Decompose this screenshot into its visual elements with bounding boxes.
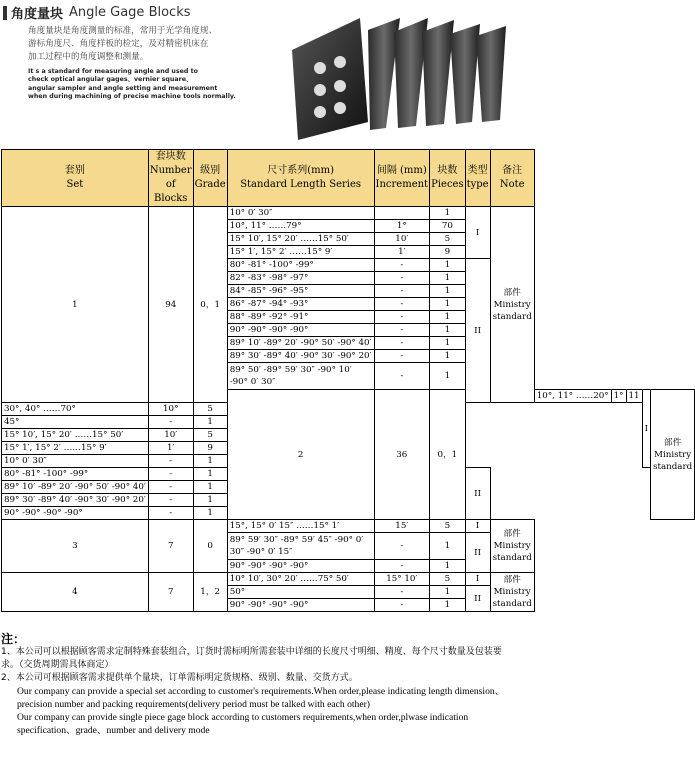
dim-cell: 10°, 11° ……79° xyxy=(227,220,374,233)
col-note: 备注 Note xyxy=(490,150,534,207)
inc-cell: - xyxy=(148,416,193,429)
type-cell: I xyxy=(465,207,490,259)
dim-cell: 88° -89° -92° -91° xyxy=(227,311,374,324)
title-cn: 角度量块 xyxy=(11,7,64,22)
set-cell: 2 xyxy=(227,390,374,520)
dim-cell: 80° -81° -100° -99° xyxy=(227,259,374,272)
dim-cell: 82° -83° -98° -97° xyxy=(227,272,374,285)
col-length-series: 尺寸系列(mm) Standard Length Series xyxy=(227,150,374,207)
pcs-cell: 5 xyxy=(193,429,227,442)
inc-cell xyxy=(374,207,430,220)
inc-cell: - xyxy=(148,494,193,507)
note-cell: 部件 Ministry standard xyxy=(490,520,534,573)
angle-gage-blocks-photo xyxy=(290,10,512,145)
dim-cell: 84° -85° -96° -95° xyxy=(227,285,374,298)
dim-cell: 15°, 15° 0′ 15″ ……15° 1′ xyxy=(227,520,374,533)
inc-cell: 10° xyxy=(148,403,193,416)
inc-cell: - xyxy=(374,285,430,298)
pcs-cell: 1 xyxy=(430,599,466,612)
inc-cell: - xyxy=(148,455,193,468)
pcs-cell: 1 xyxy=(430,363,466,390)
inc-cell: - xyxy=(374,337,430,350)
col-set: 套别 Set xyxy=(2,150,149,207)
dim-cell: 15° 1′, 15° 2′ ……15° 9′ xyxy=(2,442,149,455)
title-row xyxy=(3,3,191,22)
pcs-cell: 1 xyxy=(193,416,227,429)
header-row xyxy=(2,150,695,207)
dim-cell: 45° xyxy=(2,416,149,429)
set-cell: 3 xyxy=(2,520,149,573)
dim-cell: 89° 30′ -89° 40′ -90° 30′ -90° 20′ xyxy=(2,494,149,507)
grade-cell: 0 xyxy=(193,520,227,573)
title-en: Angle Gage Blocks xyxy=(69,5,191,20)
pcs-cell: 1 xyxy=(430,259,466,272)
inc-cell: - xyxy=(374,363,430,390)
type-cell: II xyxy=(465,468,490,520)
dim-cell: 90° -90° -90° -90° xyxy=(227,324,374,337)
notes-section xyxy=(1,633,511,737)
pcs-cell: 1 xyxy=(430,337,466,350)
table-row xyxy=(2,573,695,586)
blocks-cell: 36 xyxy=(374,390,430,520)
pcs-cell: 1 xyxy=(430,350,466,363)
pcs-cell: 1 xyxy=(430,560,466,573)
dim-cell: 50° xyxy=(227,586,374,599)
dim-cell: 86° -87° -94° -93° xyxy=(227,298,374,311)
dim-cell: 10° 0′ 30″ xyxy=(2,455,149,468)
inc-cell: - xyxy=(148,468,193,481)
specification-table xyxy=(1,149,695,612)
inc-cell: - xyxy=(374,311,430,324)
blocks-cell: 7 xyxy=(148,520,193,573)
inc-cell: - xyxy=(374,324,430,337)
dim-cell: 10° 0′ 30″ xyxy=(227,207,374,220)
description-cn xyxy=(28,25,298,64)
pcs-cell: 1 xyxy=(430,324,466,337)
pcs-cell: 5 xyxy=(430,233,466,246)
pcs-cell: 1 xyxy=(193,455,227,468)
type-cell: II xyxy=(465,259,490,403)
pcs-cell: 9 xyxy=(430,246,466,259)
dim-cell: 15° 1′, 15° 2′ ……15° 9′ xyxy=(227,246,374,259)
inc-cell: - xyxy=(148,507,193,520)
pcs-cell: 70 xyxy=(430,220,466,233)
inc-cell: 15′ xyxy=(374,520,430,533)
dim-cell: 89° 59′ 30″ -89° 59′ 45″ -90° 0′ 30″ -90° 0′ 15″ xyxy=(227,533,374,560)
col-pieces: 块数 Pieces xyxy=(430,150,466,207)
description-en xyxy=(28,68,278,101)
dim-cell: 15° 10′, 15° 20′ ……15° 50′ xyxy=(227,233,374,246)
notes-title: 注： xyxy=(1,632,26,646)
inc-cell: - xyxy=(374,586,430,599)
inc-cell: - xyxy=(374,560,430,573)
dim-cell: 90° -90° -90° -90° xyxy=(227,560,374,573)
desc-cn-line: 角度量块是角度测量的标准，常用于光学角度规、 xyxy=(28,26,218,36)
type-cell: I xyxy=(465,520,490,533)
product-header xyxy=(0,0,513,148)
dim-cell: 89° 10′ -89° 20′ -90° 50′ -90° 40′ xyxy=(227,337,374,350)
note-cell: 部件 Ministry standard xyxy=(651,390,695,520)
col-grade: 级别 Grade xyxy=(193,150,227,207)
grade-cell: 0，1 xyxy=(193,207,227,403)
inc-cell: 1° xyxy=(611,390,626,403)
dim-cell: 10° 10′, 30° 20′ ……75° 50′ xyxy=(227,573,374,586)
dim-cell: 90° -90° -90° -90° xyxy=(227,599,374,612)
blocks-cell: 94 xyxy=(148,207,193,403)
note-en-1: Our company can provide a special set according to customer's requirements.When order,please indicating length dimension、precision number and packing requirements(delivery period must be talked with each other) xyxy=(17,686,505,710)
note-cell: 部件 Ministry standard xyxy=(490,573,534,612)
pcs-cell: 5 xyxy=(430,573,466,586)
inc-cell: - xyxy=(374,272,430,285)
inc-cell: - xyxy=(374,298,430,311)
inc-cell: 1′ xyxy=(148,442,193,455)
inc-cell: - xyxy=(374,350,430,363)
pcs-cell: 1 xyxy=(193,468,227,481)
type-cell: I xyxy=(465,573,490,586)
set-cell: 4 xyxy=(2,573,149,612)
inc-cell: - xyxy=(148,481,193,494)
pcs-cell: 5 xyxy=(430,520,466,533)
pcs-cell: 1 xyxy=(430,272,466,285)
desc-en-line: angular sampler and angle setting and measurement xyxy=(28,84,218,92)
dim-cell: 80° -81° -100° -99° xyxy=(2,468,149,481)
inc-cell: 1° xyxy=(374,220,430,233)
inc-cell: - xyxy=(374,259,430,272)
title-accent-bar xyxy=(3,6,7,20)
grade-cell: 1，2 xyxy=(193,573,227,612)
type-cell: II xyxy=(465,533,490,573)
pcs-cell: 1 xyxy=(430,533,466,560)
desc-cn-line: 加工过程中的角度调整和测量。 xyxy=(28,52,149,62)
pcs-cell: 5 xyxy=(193,403,227,416)
table-row xyxy=(2,207,695,220)
col-blocks: 套块数 Number of Blocks xyxy=(148,150,193,207)
pcs-cell: 1 xyxy=(430,207,466,220)
inc-cell: - xyxy=(374,533,430,560)
inc-cell: - xyxy=(374,599,430,612)
desc-cn-line: 游标角度尺、角度样板的检定，及对精密机床在 xyxy=(28,39,209,49)
note-cn-1: 1、本公司可以根据顾客需求定制特殊套装组合，订货时需标明所需套装中详细的长度尺寸明细、精度、每个尺寸数量及包装要求。（交货周期需具体商定） xyxy=(1,647,502,670)
dim-cell: 15° 10′, 15° 20′ ……15° 50′ xyxy=(2,429,149,442)
col-increment: 间隔 (mm) Increment xyxy=(374,150,430,207)
dim-cell: 30°, 40° ……70° xyxy=(2,403,149,416)
dim-cell: 89° 30′ -89° 40′ -90° 30′ -90° 20′ xyxy=(227,350,374,363)
inc-cell: 15° 10′ xyxy=(374,573,430,586)
pcs-cell: 1 xyxy=(430,586,466,599)
dim-cell: 90° -90° -90° -90° xyxy=(2,507,149,520)
set-cell: 1 xyxy=(2,207,149,403)
grade-cell: 0，1 xyxy=(430,390,466,520)
pcs-cell: 1 xyxy=(193,507,227,520)
desc-en-line: check optical angular gages、vernier square、 xyxy=(28,76,193,84)
dim-cell: 10°, 11° ……20° xyxy=(534,390,611,403)
table-row xyxy=(2,520,695,533)
pcs-cell: 11 xyxy=(626,390,642,403)
pcs-cell: 1 xyxy=(430,298,466,311)
note-en-2: Our company can provide single piece gage block according to customers requirements,when order,plwase indication specification、grade、number and delivery mode xyxy=(17,712,469,736)
type-cell: II xyxy=(465,586,490,612)
desc-en-line: It s a standard for measuring angle and used to xyxy=(28,68,198,75)
blocks-cell: 7 xyxy=(148,573,193,612)
type-cell: I xyxy=(642,390,650,468)
pcs-cell: 1 xyxy=(430,285,466,298)
dim-cell: 89° 50′ -89° 59′ 30″ -90° 10′ -90° 0′ 30″ xyxy=(227,363,374,390)
pcs-cell: 1 xyxy=(193,481,227,494)
pcs-cell: 1 xyxy=(430,311,466,324)
dim-cell: 89° 10′ -89° 20′ -90° 50′ -90° 40′ xyxy=(2,481,149,494)
inc-cell: 1′ xyxy=(374,246,430,259)
pcs-cell: 1 xyxy=(193,494,227,507)
col-type: 类型 type xyxy=(465,150,490,207)
pcs-cell: 9 xyxy=(193,442,227,455)
desc-en-line: when during machining of precise machine tools normally. xyxy=(28,92,236,100)
inc-cell: 10′ xyxy=(148,429,193,442)
note-cn-2: 2、本公司可根据顾客需求提供单个量块，订单需标明定货规格、级别、数量、交货方式。 xyxy=(1,673,358,683)
note-cell: 部件 Ministry standard xyxy=(490,207,534,403)
inc-cell: 10′ xyxy=(374,233,430,246)
